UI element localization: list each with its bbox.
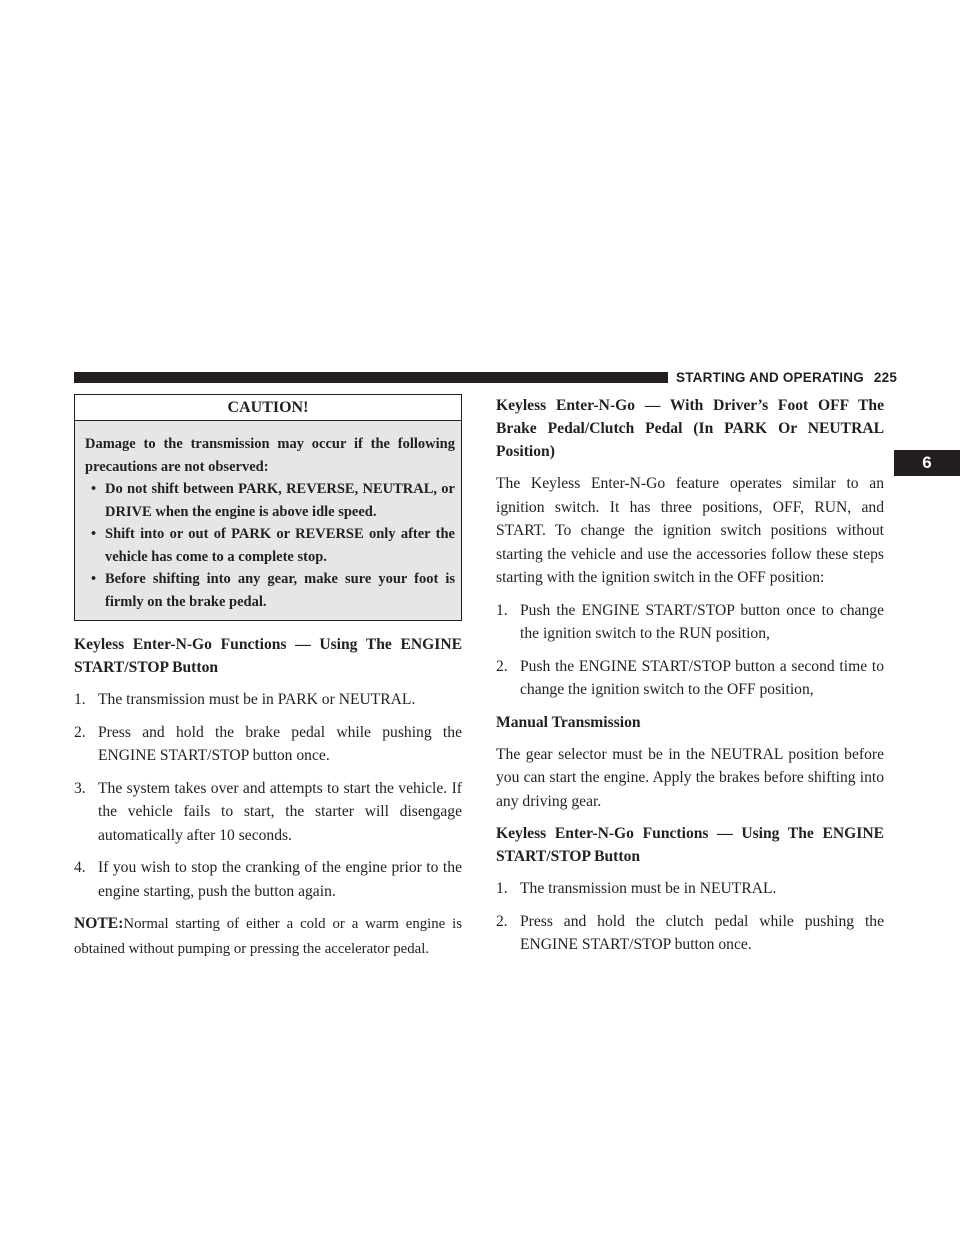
step-item: 2. Press and hold the clutch pedal while pushing the ENGINE START/STOP button once. <box>496 912 884 953</box>
step-item: 1. The transmission must be in NEUTRAL. <box>496 880 777 897</box>
bullet-icon: • <box>91 571 97 587</box>
section-heading: Keyless Enter-N-Go — With Driver’s Foot OFF The Brake Pedal/Clutch Pedal (In PARK Or NEUTRAL Position) <box>496 397 884 460</box>
steps-list <box>496 877 884 957</box>
running-header <box>676 370 897 385</box>
step-item: 2. Press and hold the brake pedal while pushing the ENGINE START/STOP button once. <box>74 723 462 764</box>
left-column <box>74 394 462 970</box>
step-item: 2. Push the ENGINE START/STOP button a second time to change the ignition switch to the OFF position, <box>496 657 884 698</box>
note-text: Normal starting of either a cold or a warm engine is obtained without pumping or pressing the accelerator pedal. <box>74 916 462 957</box>
body-paragraph: The gear selector must be in the NEUTRAL position before you can start the engine. Apply the brakes before shifting into any driving gear. <box>496 745 884 810</box>
chapter-tab: 6 <box>894 450 960 476</box>
bullet-icon: • <box>91 481 97 497</box>
caution-item: • Shift into or out of PARK or REVERSE only after the vehicle has come to a complete stop. <box>85 523 455 568</box>
section-heading: Keyless Enter-N-Go Functions — Using The ENGINE START/STOP Button <box>74 636 462 676</box>
step-item: 1. The transmission must be in PARK or NEUTRAL. <box>74 691 416 708</box>
bullet-icon: • <box>91 526 97 542</box>
section-heading: Manual Transmission <box>496 713 641 731</box>
note-label: NOTE: <box>74 915 124 932</box>
caution-list <box>85 478 455 613</box>
caution-title: CAUTION! <box>75 395 461 421</box>
page-number: 225 <box>873 370 898 385</box>
caution-intro: Damage to the transmission may occur if the following precautions are not observed: <box>85 436 455 475</box>
body-paragraph: The Keyless Enter-N-Go feature operates similar to an ignition switch. It has three positions, OFF, RUN, and START. To change the ignition switch positions without starting the vehicle and use the accessories follow these steps starting with the ignition switch in the OFF position: <box>496 475 884 586</box>
step-item: 4. If you wish to stop the cranking of the engine prior to the engine starting, push the button again. <box>74 859 462 900</box>
header-rule <box>74 372 668 383</box>
caution-body <box>75 421 461 620</box>
right-column <box>496 394 884 966</box>
step-item: 1. Push the ENGINE START/STOP button once to change the ignition switch to the RUN position, <box>496 601 884 642</box>
section-title: STARTING AND OPERATING <box>676 370 864 385</box>
step-item: 3. The system takes over and attempts to start the vehicle. If the vehicle fails to start, the starter will disengage automatically after 10 seconds. <box>74 779 462 844</box>
steps-list <box>74 688 462 903</box>
note-paragraph <box>74 912 462 961</box>
caution-box <box>74 394 462 621</box>
steps-list <box>496 599 884 702</box>
section-heading: Keyless Enter-N-Go Functions — Using The ENGINE START/STOP Button <box>496 825 884 865</box>
caution-item: • Do not shift between PARK, REVERSE, NEUTRAL, or DRIVE when the engine is above idle speed. <box>85 478 455 523</box>
caution-item: • Before shifting into any gear, make sure your foot is firmly on the brake pedal. <box>85 568 455 613</box>
